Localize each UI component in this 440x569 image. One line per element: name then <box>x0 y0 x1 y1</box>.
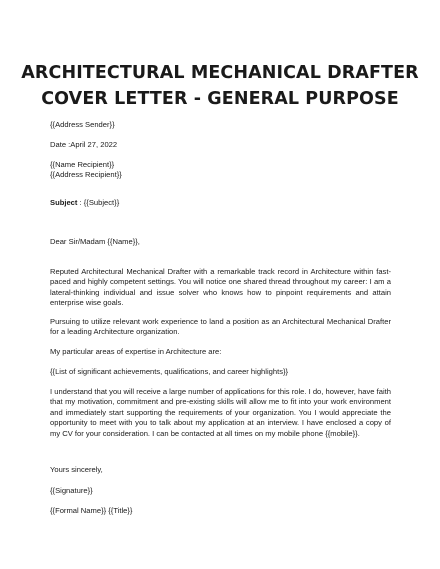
name-recipient: {{Name Recipient}} <box>50 160 115 169</box>
paragraph-intro: Reputed Architectural Mechanical Drafter with a remarkable track record in Architecture within fast-paced and highly competent settings. You will notice one shared thread throughout my career: I am a lateral-thinking individual and issue solver who knows how to pinpoint requirements and attain enterprise wise goals. <box>50 267 391 308</box>
paragraph-expertise: My particular areas of expertise in Architecture are: <box>50 347 222 356</box>
salutation: Dear Sir/Madam {{Name}}, <box>50 237 140 246</box>
paragraph-achievements: {{List of significant achievements, qualifications, and career highlights}} <box>50 367 289 376</box>
subject-value: : {{Subject}} <box>77 198 120 207</box>
document-title-line-1: ARCHITECTURAL MECHANICAL DRAFTER <box>21 63 419 83</box>
address-recipient: {{Address Recipient}} <box>50 170 122 179</box>
subject-label: Subject <box>50 198 78 207</box>
letter-date: Date :April 27, 2022 <box>50 140 118 149</box>
closing: Yours sincerely, <box>50 465 103 474</box>
address-sender: {{Address Sender}} <box>50 120 115 129</box>
signature: {{Signature}} <box>50 486 93 495</box>
document-title-line-2: COVER LETTER - GENERAL PURPOSE <box>41 89 399 109</box>
paragraph-closing-body: I understand that you will receive a large number of applications for this role. I do, however, have faith that my motivation, commitment and pre-existing skills will allow me to fit into your work environment and immediately start supporting the requirements of your organization. You I would appreciate the opportunity to meet with you to talk about my application at an interview. I have enclosed a copy of my CV for your consideration. I can be contacted at all times on my mobile phone {{mobile}}. <box>50 387 391 438</box>
formal-name: {{Formal Name}} {{Title}} <box>50 506 133 515</box>
subject-line <box>50 198 119 208</box>
paragraph-objective: Pursuing to utilize relevant work experience to land a position as an Architectural Mechanical Drafter for a leading Architecture organization. <box>50 317 391 337</box>
